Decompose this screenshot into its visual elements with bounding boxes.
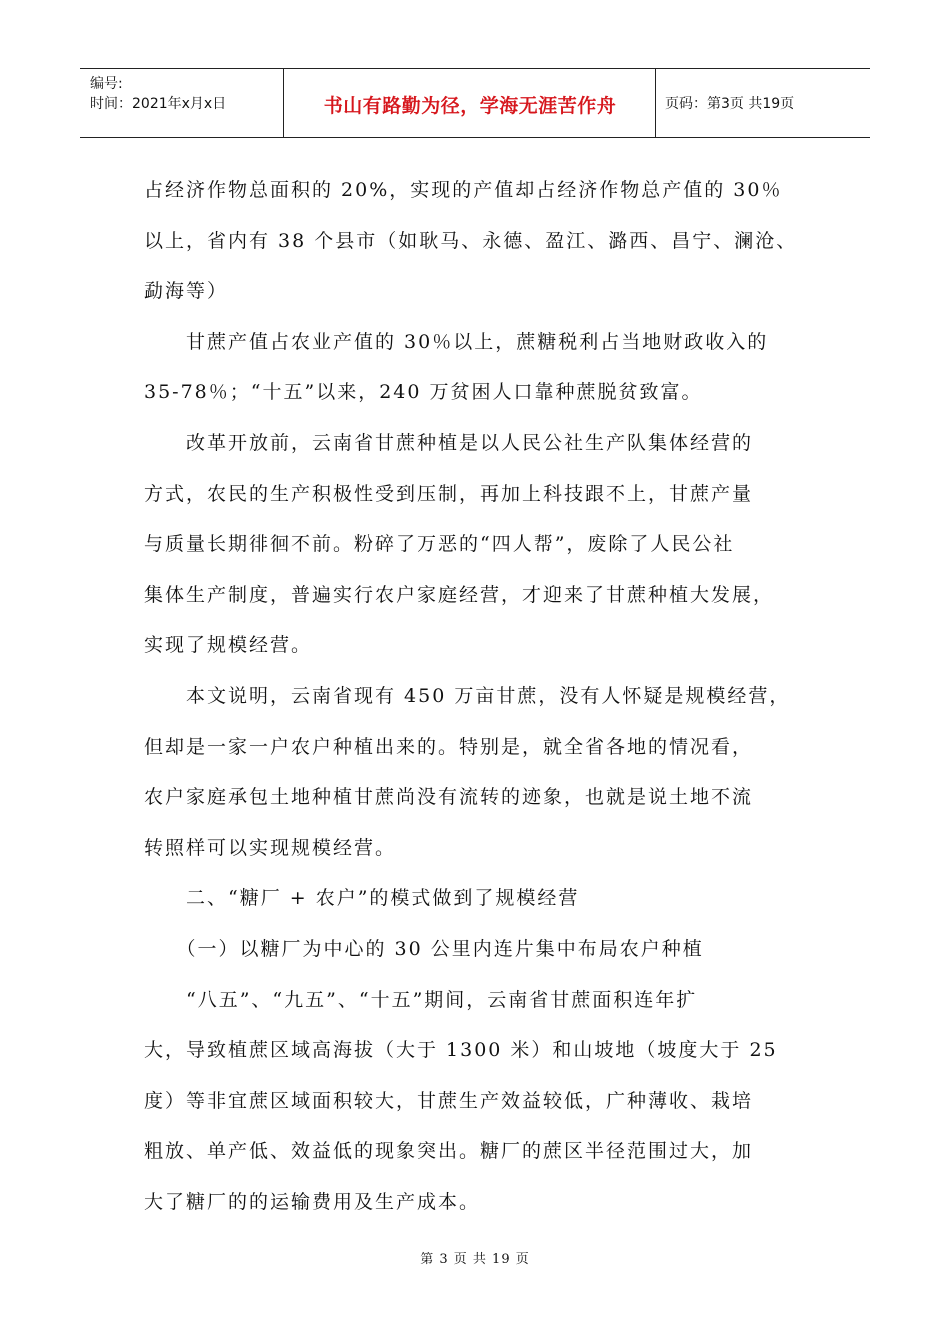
serial-label: 编号: <box>90 76 123 92</box>
body-line: 转照样可以实现规模经营。 <box>144 836 397 859</box>
body-line: 勐海等） <box>144 280 229 303</box>
body-line: 与质量长期徘徊不前。粉碎了万恶的“四人帮”，废除了人民公社 <box>144 533 735 556</box>
body-text <box>144 165 806 1227</box>
header-meta-cell <box>80 69 284 137</box>
document-body <box>144 165 806 1227</box>
body-line: 本文说明，云南省现有 450 万亩甘蔗，没有人怀疑是规模经营， <box>144 684 791 707</box>
page-footer: 第 3 页 共 19 页 <box>420 1252 530 1267</box>
body-line: 方式，农民的生产积极性受到压制，再加上科技跟不上，甘蔗产量 <box>144 482 754 505</box>
page-header <box>80 68 870 138</box>
body-line: 度）等非宜蔗区域面积较大，甘蔗生产效益较低，广种薄收、栽培 <box>144 1089 754 1112</box>
body-line: 但却是一家一户农户种植出来的。特别是，就全省各地的情况看， <box>144 735 754 758</box>
body-line: 粗放、单产低、效益低的现象突出。糖厂的蔗区半径范围过大，加 <box>144 1140 754 1163</box>
header-motto-cell <box>285 69 656 137</box>
body-line: 甘蔗产值占农业产值的 30％以上，蔗糖税利占当地财政收入的 <box>144 330 769 353</box>
body-line: 大，导致植蔗区域高海拔（大于 1300 米）和山坡地（坡度大于 25 <box>144 1039 778 1062</box>
body-line: 35-78％；“十五”以来，240 万贫困人口靠种蔗脱贫致富。 <box>144 381 703 404</box>
header-motto: 书山有路勤为径，学海无涯苦作舟 <box>323 95 617 117</box>
body-line: 改革开放前，云南省甘蔗种植是以人民公社生产队集体经营的 <box>144 431 754 454</box>
body-line: （一）以糖厂为中心的 30 公里内连片集中布局农户种植 <box>144 937 704 960</box>
header-page-info: 页码：第3页 共19页 <box>665 96 795 112</box>
body-line: 实现了规模经营。 <box>144 634 313 657</box>
body-line: “八五”、“九五”、“十五”期间，云南省甘蔗面积连年扩 <box>144 988 698 1011</box>
body-line: 占经济作物总面积的 20%，实现的产值却占经济作物总产值的 30％ <box>144 179 783 201</box>
body-line: 大了糖厂的的运输费用及生产成本。 <box>144 1190 481 1213</box>
body-line: 以上，省内有 38 个县市（如耿马、永德、盈江、潞西、昌宁、澜沧、 <box>144 229 798 252</box>
body-line: 集体生产制度，普遍实行农户家庭经营，才迎来了甘蔗种植大发展， <box>144 583 775 606</box>
date-label: 时间：2021年x月x日 <box>90 96 227 112</box>
body-line: 农户家庭承包土地种植甘蔗尚没有流转的迹象，也就是说土地不流 <box>144 786 754 809</box>
body-line: 二、“糖厂 + 农户”的模式做到了规模经营 <box>144 887 580 910</box>
